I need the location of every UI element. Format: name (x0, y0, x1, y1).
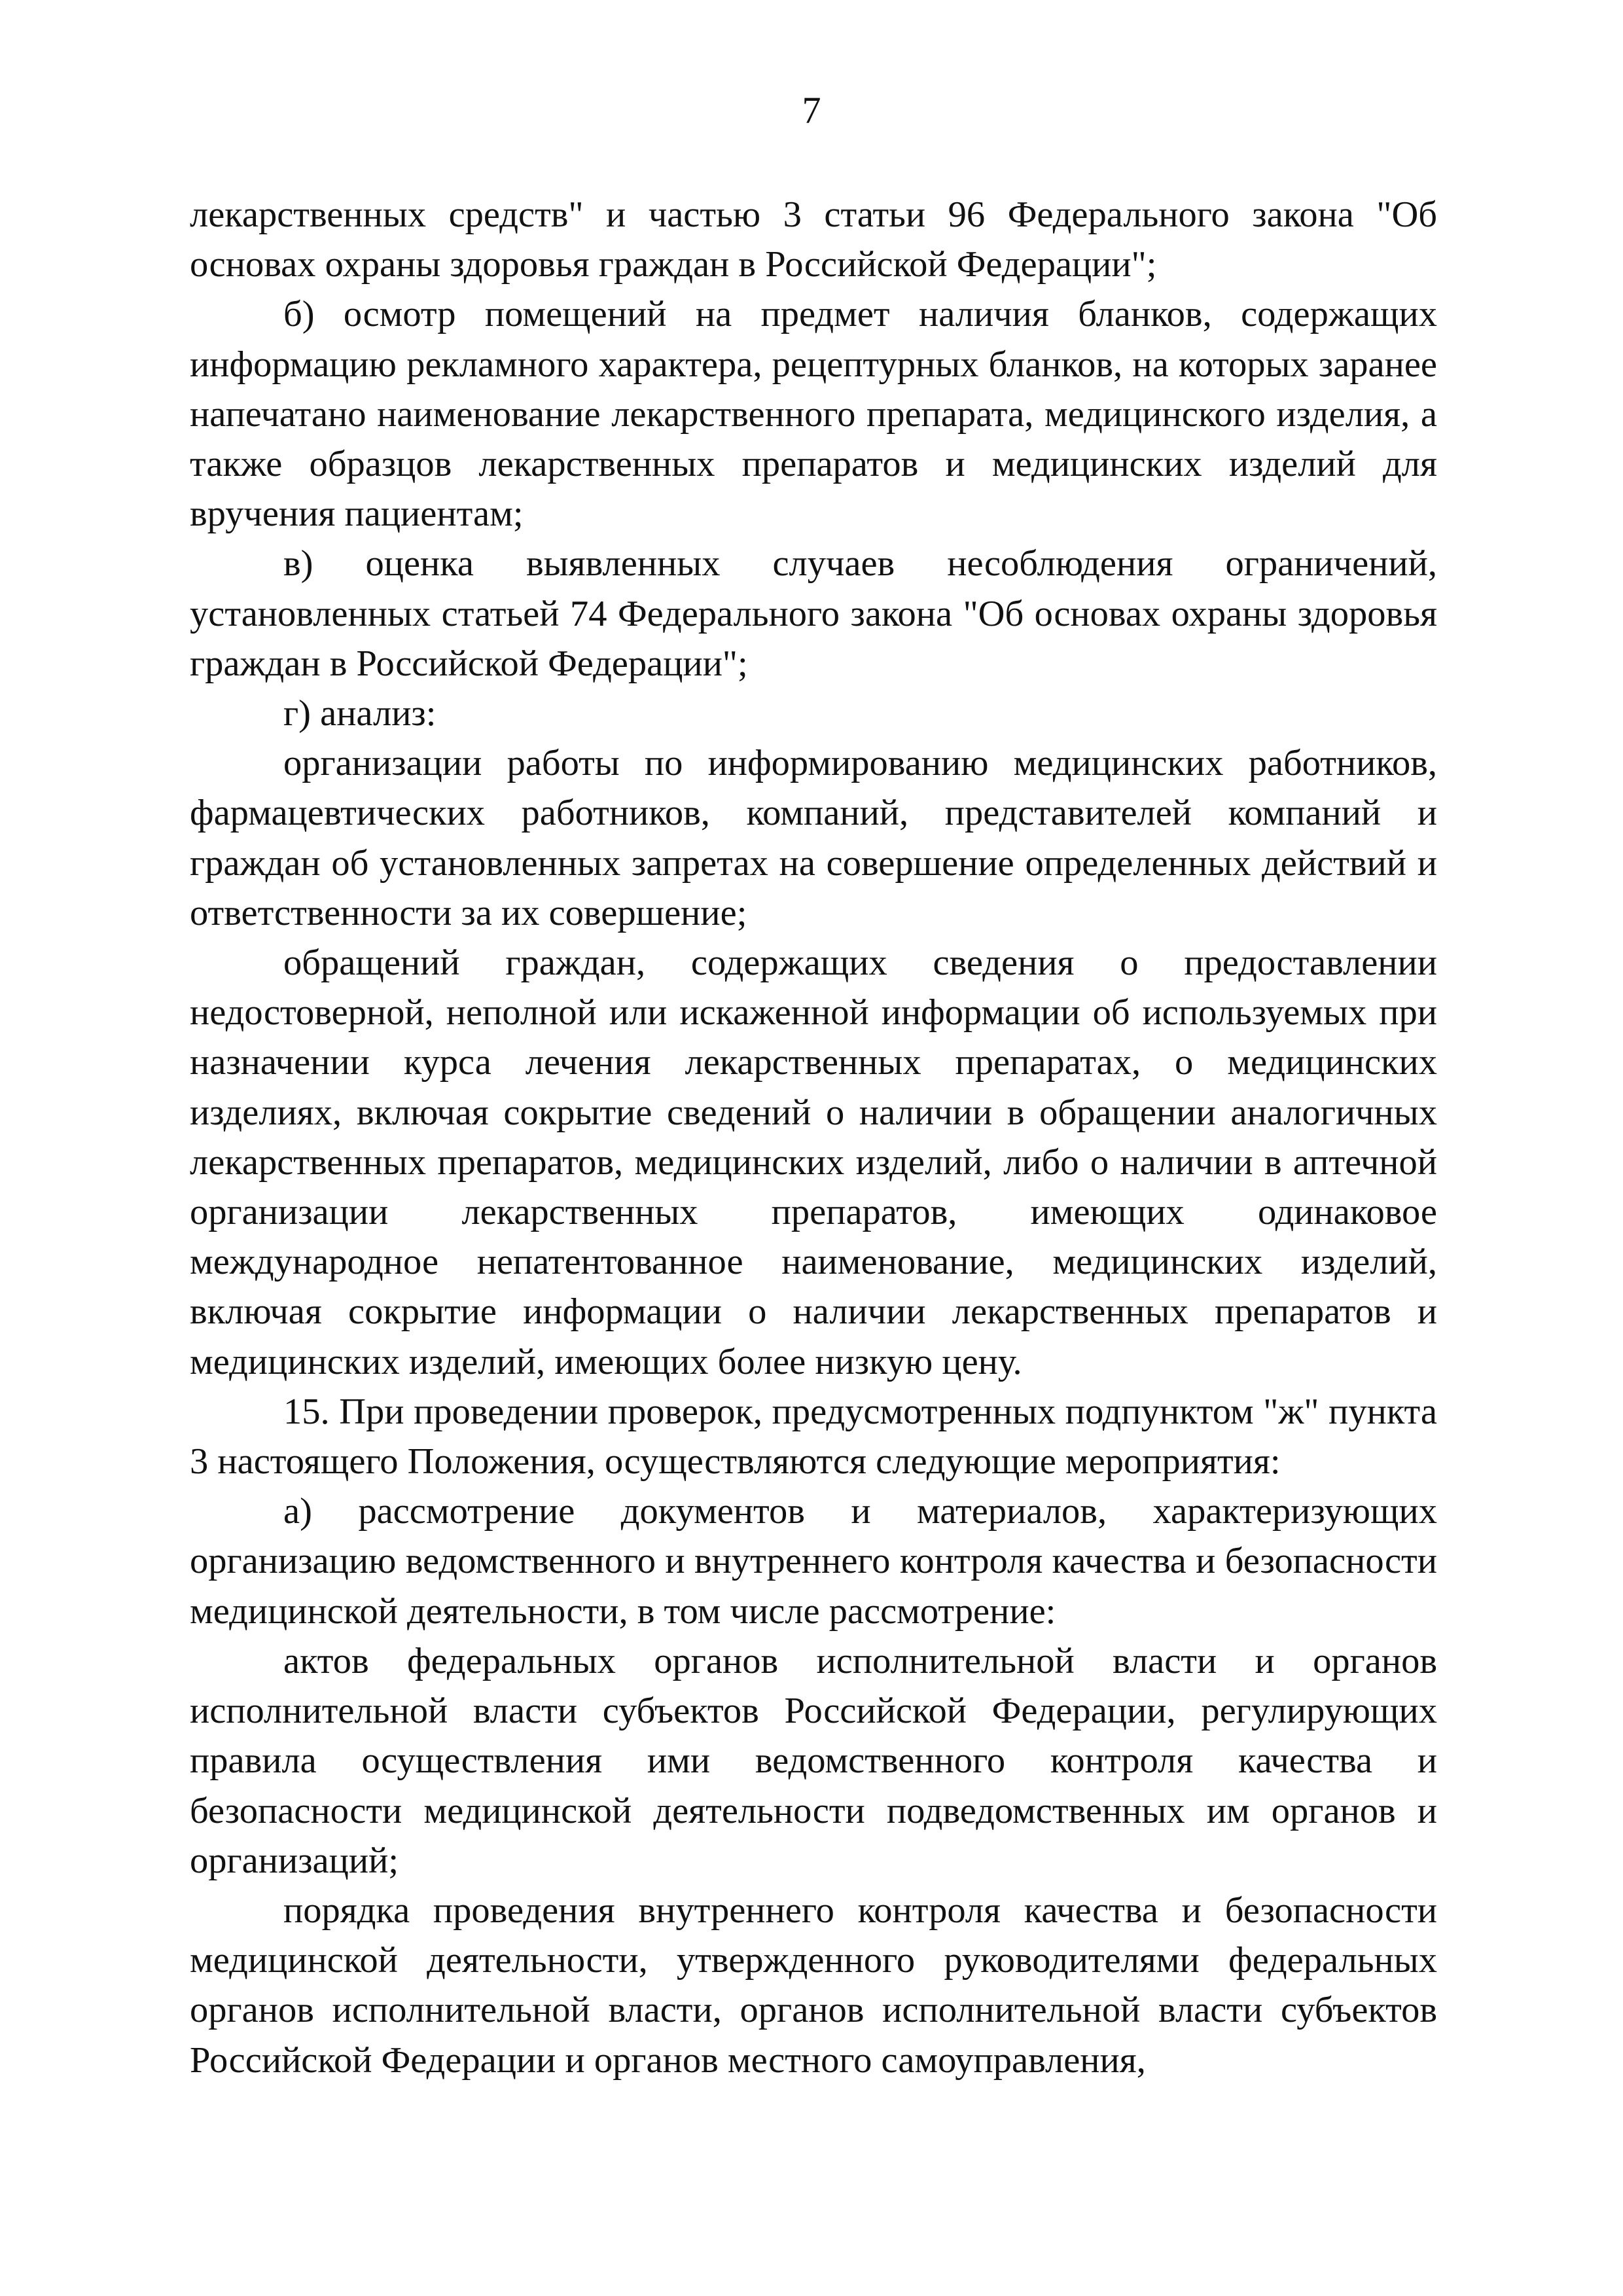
paragraph-analysis-organization: организации работы по информированию медицинских работников, фармацевтических работников, компаний, представителей компаний и граждан об установленных запретах на совершение определенных действий и ответственности за их совершение; (190, 743, 1437, 933)
document-body (190, 190, 1437, 2085)
paragraph-item-g: г) анализ: (283, 693, 437, 734)
paragraph-continuation: лекарственных средств" и частью 3 статьи 96 Федерального закона "Об основах охраны здоровья граждан в Российской Федерации"; (190, 194, 1437, 285)
paragraph-item-v: в) оценка выявленных случаев несоблюдения ограничений, установленных статьей 74 Федерального закона "Об основах охраны здоровья граждан в Российской Федерации"; (190, 543, 1437, 684)
paragraph-procedure: порядка проведения внутреннего контроля качества и безопасности медицинской деятельности, утвержденного руководителями федеральных органов исполнительной власти, органов исполнительной власти субъектов Российской Федерации и органов местного самоуправления, (190, 1890, 1437, 2081)
paragraph-acts: актов федеральных органов исполнительной власти и органов исполнительной власти субъектов Российской Федерации, регулирующих правила осуществления ими ведомственного контроля качества и безопасности медицинской деятельности подведомственных им органов и организаций; (190, 1640, 1437, 1881)
page-number: 7 (802, 89, 821, 132)
paragraph-item-15: 15. При проведении проверок, предусмотренных подпунктом "ж" пункта 3 настоящего Положения, осуществляются следующие мероприятия: (190, 1391, 1437, 1482)
paragraph-item-a: а) рассмотрение документов и материалов, характеризующих организацию ведомственного и внутреннего контроля качества и безопасности медицинской деятельности, в том числе рассмотрение: (190, 1491, 1437, 1632)
paragraph-analysis-appeals: обращений граждан, содержащих сведения о предоставлении недостоверной, неполной или искаженной информации об используемых при назначении курса лечения лекарственных препаратах, о медицинских изделиях, включая сокрытие сведений о наличии в обращении аналогичных лекарственных препаратов, медицинских изделий, либо о наличии в аптечной организации лекарственных препаратов, имеющих одинаковое международное непатентованное наименование, медицинских изделий, включая сокрытие информации о наличии лекарственных препаратов и медицинских изделий, имеющих более низкую цену. (190, 942, 1437, 1382)
paragraph-item-b: б) осмотр помещений на предмет наличия бланков, содержащих информацию рекламного характера, рецептурных бланков, на которых заранее напечатано наименование лекарственного препарата, медицинского изделия, а также образцов лекарственных препаратов и медицинских изделий для вручения пациентам; (190, 294, 1437, 535)
